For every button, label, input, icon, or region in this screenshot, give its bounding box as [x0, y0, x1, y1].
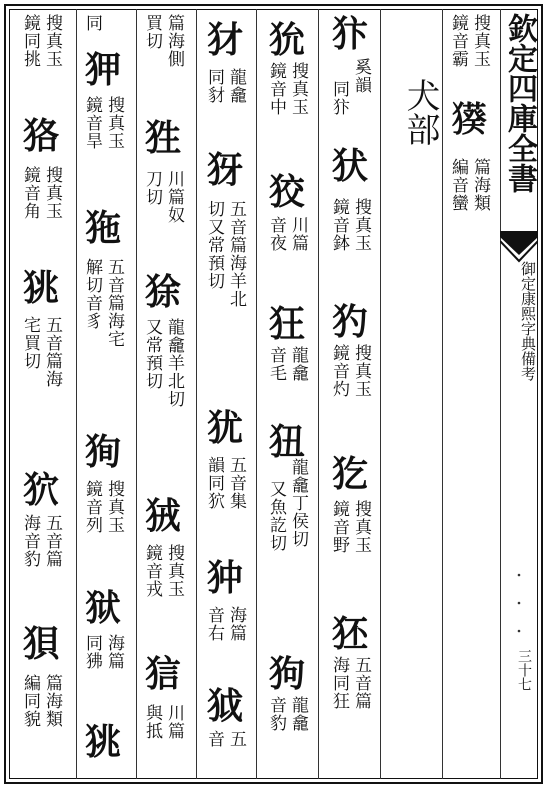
- gloss-left: 與抵: [142, 704, 162, 740]
- headword: 犳: [331, 301, 368, 343]
- headword: 犵: [331, 453, 368, 495]
- gloss-right: 搜真玉: [104, 480, 124, 534]
- gloss-left: 刀切: [142, 170, 162, 206]
- gloss-right: 川篇: [164, 704, 184, 740]
- gloss-left: 又常預切: [142, 318, 162, 390]
- gloss-right: 五音篇: [351, 656, 371, 710]
- gloss-left: 鏡同挑: [20, 14, 40, 68]
- gloss-left: 海同狂: [329, 656, 349, 710]
- gloss-left: 編音蠻: [448, 158, 468, 212]
- gloss-left: 音豹: [266, 696, 286, 732]
- gloss-right: 篇海側: [164, 14, 184, 68]
- gloss-right: 五音篇海宅: [104, 258, 124, 348]
- gloss-left: 韻同狖: [204, 456, 224, 510]
- gloss-right: 海篇: [104, 634, 124, 670]
- headword: 犿: [331, 13, 368, 55]
- gloss-right: 搜真玉: [42, 166, 62, 220]
- gloss-right: 川篇: [288, 216, 308, 252]
- fishtail-mark-icon: [500, 231, 538, 263]
- headword: 狂: [268, 303, 305, 345]
- gloss-left: 鏡音列: [82, 480, 102, 534]
- book-subtitle: 御定康熙字典備考: [519, 261, 537, 381]
- gloss-left: 同犿: [329, 80, 349, 116]
- gloss-left: 鏡音戎: [142, 544, 162, 598]
- gloss-right: 搜真玉: [288, 62, 308, 116]
- headword: 犲: [206, 19, 243, 61]
- headword: 𤢑: [450, 99, 487, 141]
- gloss-right: 篇海類: [42, 674, 62, 728]
- headword: 狡: [268, 171, 305, 213]
- gloss-right: 川篇奴: [164, 170, 184, 224]
- gloss-right: 五音篇海: [42, 316, 62, 388]
- radical-heading: 犬部: [400, 78, 440, 146]
- headword: 狺: [144, 653, 181, 695]
- gloss-left: 又魚訖切: [266, 480, 286, 552]
- gloss-left: 買切: [142, 14, 162, 50]
- headword: 狌: [144, 117, 181, 159]
- gloss-left: 音毛: [266, 346, 286, 382]
- gloss-left: 海音豹: [20, 514, 40, 568]
- column-rule: [442, 9, 443, 779]
- gloss-right: 龍龕: [226, 68, 246, 104]
- gloss-left: 鏡音野: [329, 500, 349, 554]
- headword: 狣: [22, 267, 59, 309]
- gloss-right: 篇海類: [470, 158, 490, 212]
- column-rule: [380, 9, 381, 779]
- entry-column-7: [20, 0, 62, 790]
- entry-column-2: [329, 0, 371, 790]
- headword: 狗: [268, 653, 305, 695]
- gloss-left: 音夜: [266, 216, 286, 252]
- headword: 狖: [22, 469, 59, 511]
- column-rule: [136, 9, 137, 779]
- headword: 狆: [206, 557, 243, 599]
- headword: 狘: [206, 685, 243, 727]
- gloss-right: 搜真玉: [470, 14, 490, 68]
- headword: 狁: [268, 19, 305, 61]
- entry-column-4: [204, 0, 246, 790]
- gloss-left: 同: [82, 14, 102, 32]
- entry-column-6: [82, 0, 124, 790]
- headword: 狣: [84, 721, 121, 763]
- gloss-right: 龍龕: [288, 346, 308, 382]
- gloss-left: 鏡音霸: [448, 14, 468, 68]
- gloss-right: 龍龕丁侯切: [288, 458, 308, 548]
- gloss-left: 鏡音鉢: [329, 198, 349, 252]
- entry-column-3: [266, 0, 308, 790]
- gloss-left: 鏡音角: [20, 166, 40, 220]
- gloss-right: 五: [226, 730, 246, 748]
- gloss-left: 鏡音中: [266, 62, 286, 116]
- column-rule: [256, 9, 257, 779]
- gloss-left: 宅買切: [20, 316, 40, 370]
- vertical-dots: [516, 569, 522, 639]
- gloss-right: 海篇: [226, 606, 246, 642]
- headword: 狏: [84, 207, 121, 249]
- gloss-right: 五音集: [226, 456, 246, 510]
- side-band: [500, 9, 538, 779]
- headword: 狎: [84, 49, 121, 91]
- gloss-right: 奚韻: [351, 58, 371, 94]
- headword: 犾: [331, 145, 368, 187]
- gloss-left: 鏡音旱: [82, 96, 102, 150]
- gloss-right: 搜真玉: [351, 344, 371, 398]
- gloss-right: 龍龕: [288, 696, 308, 732]
- headword: 狽: [22, 623, 59, 665]
- gloss-right: 搜真玉: [351, 198, 371, 252]
- headword: 犽: [206, 149, 243, 191]
- gloss-left: 同豺: [204, 68, 224, 104]
- headword: 狢: [22, 115, 59, 157]
- column-rule: [76, 9, 77, 779]
- gloss-left: 鏡音灼: [329, 344, 349, 398]
- headword: 狥: [84, 431, 121, 473]
- headword: 狳: [144, 271, 181, 313]
- headword: 狨: [144, 495, 181, 537]
- headword: 狃: [268, 421, 305, 463]
- gloss-right: 五音篇: [42, 514, 62, 568]
- headword: 狉: [331, 613, 368, 655]
- gloss-left: 同狒: [82, 634, 102, 670]
- headword: 狱: [84, 587, 121, 629]
- gloss-left: 音: [204, 730, 224, 748]
- gloss-right: 搜真玉: [104, 96, 124, 150]
- gloss-right: 搜真玉: [164, 544, 184, 598]
- column-rule: [196, 9, 197, 779]
- page-number: 三十七: [516, 649, 532, 691]
- gloss-right: 搜真玉: [351, 500, 371, 554]
- gloss-left: 切又常預切: [204, 200, 224, 290]
- headword: 犹: [206, 407, 243, 449]
- gloss-right: 搜真玉: [42, 14, 62, 68]
- column-rule: [318, 9, 319, 779]
- entry-column-5: [142, 0, 184, 790]
- gloss-left: 音右: [204, 606, 224, 642]
- gloss-left: 編同貌: [20, 674, 40, 728]
- book-title: 欽定四庫全書: [502, 13, 537, 193]
- gloss-right: 龍龕羊北切: [164, 318, 184, 408]
- entry-column-1: [448, 0, 490, 790]
- gloss-left: 解切音豸: [82, 258, 102, 330]
- gloss-right: 五音篇海羊北: [226, 200, 246, 308]
